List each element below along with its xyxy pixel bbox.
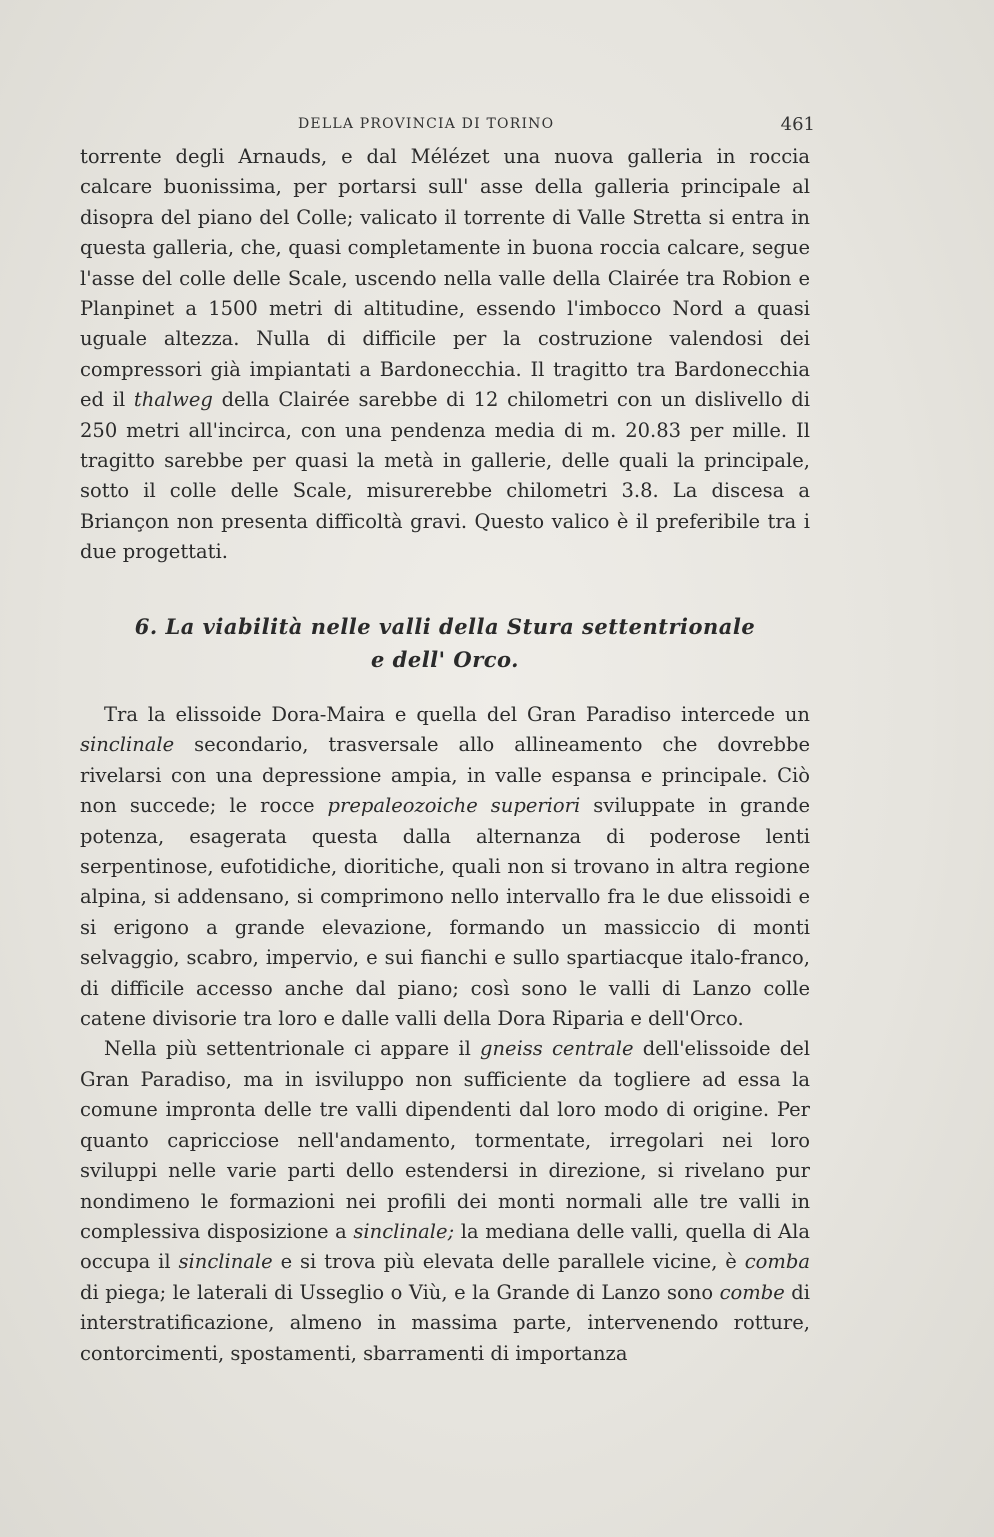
text-run: secondario, trasversale allo allineamento che dovrebbe rivelarsi con una depressione ampia, in valle espansa e principale. Ciò non succede; le rocce: [80, 733, 810, 818]
running-head: [80, 116, 815, 138]
section-heading-line-2: e dell' Orco.: [370, 647, 519, 672]
text-run: e si trova più elevata delle parallele vicine, è: [272, 1250, 745, 1274]
italic-term: sinclinale: [80, 733, 175, 757]
italic-term: combe: [719, 1280, 785, 1304]
section-heading: [80, 610, 810, 676]
text-run: Tra la elissoide Dora-Maira e quella del Gran Paradiso intercede un: [104, 703, 810, 726]
italic-term: gneiss centrale: [479, 1037, 634, 1061]
text-run: della Clairée sarebbe di 12 chilometri con un dislivello di 250 metri all'incirca, con una pendenza media di m. 20.83 per mille. Il tragitto sarebbe per quasi la metà in gallerie, delle quali la principale, sotto il colle delle Scale, misurerebbe chilometri 3.8. La discesa a Briançon non presenta difficoltà gravi. Questo valico è il preferibile tra i due progettati.: [80, 388, 810, 564]
paragraph-continuation: [80, 142, 810, 568]
text-run: di piega; le laterali di Usseglio o Viù, e la Grande di Lanzo sono: [80, 1280, 720, 1304]
text-run: di interstratificazione, almeno in massima parte, intervenendo rotture, contorcimenti, spostamenti, sbarramenti di importanza: [80, 1280, 810, 1365]
paragraph: [80, 1034, 810, 1368]
italic-term: thalweg: [133, 388, 213, 412]
running-title: DELLA PROVINCIA DI TORINO: [298, 116, 555, 132]
text-run: dell'elissoide del Gran Paradiso, ma in isviluppo non sufficiente da togliere ad essa la comune impronta delle tre valli dipendenti dal loro modo di origine. Per quanto capricciose nell'andamento, tormentate, irregolari nei loro sviluppi nelle varie parti dello estendersi in direzione, si rivelano pur nondimeno le formazioni nei profili dei monti normali alle tre valli in complessiva disposizione a: [80, 1037, 810, 1243]
page-number: 461: [780, 114, 815, 135]
italic-term: comba: [744, 1250, 811, 1274]
italic-term: sinclinale;: [353, 1219, 455, 1243]
paragraph: [80, 700, 810, 1034]
section-body: [80, 700, 810, 1369]
text-run: sviluppate in grande potenza, esagerata questa dalla alternanza di poderose lenti serpentinose, eufotidiche, dioritiche, quali non si trovano in altra regione alpina, si addensano, si comprimono nello intervallo fra le due elissoidi e si erigono a grande elevazione, formando un massiccio di monti selvaggio, scabro, impervio, e sui fianchi e sullo spartiacque italo-franco, di difficile accesso anche dal piano; così sono le valli di Lanzo colle catene divisorie tra loro e dalle valli della Dora Riparia e dell'Orco.: [80, 794, 810, 1031]
italic-term: sinclinale: [178, 1250, 273, 1274]
text-run: Nella più settentrionale ci appare il: [104, 1037, 480, 1061]
text-run: torrente degli Arnauds, e dal Mélézet una nuova galleria in roccia calcare buonissima, per portarsi sull' asse della galleria principale al disopra del piano del Colle; valicato il torrente di Valle Stretta si entra in questa galleria, che, quasi completamente in buona roccia calcare, segue l'asse del colle delle Scale, uscendo nella valle della Clairée tra Robion e Planpinet a 1500 metri di altitudine, essendo l'imbocco Nord a quasi uguale altezza. Nulla di difficile per la costruzione valendosi dei compressori già impiantati a Bardonecchia. Il tragitto tra Bardonecchia ed il: [80, 145, 810, 412]
section-heading-line-1: 6. La viabilità nelle valli della Stura settentrionale: [134, 614, 756, 639]
paragraph: [80, 142, 810, 568]
italic-term: prepaleozoiche superiori: [327, 794, 581, 818]
text-run: la mediana delle valli, quella di Ala occupa il: [80, 1219, 810, 1274]
